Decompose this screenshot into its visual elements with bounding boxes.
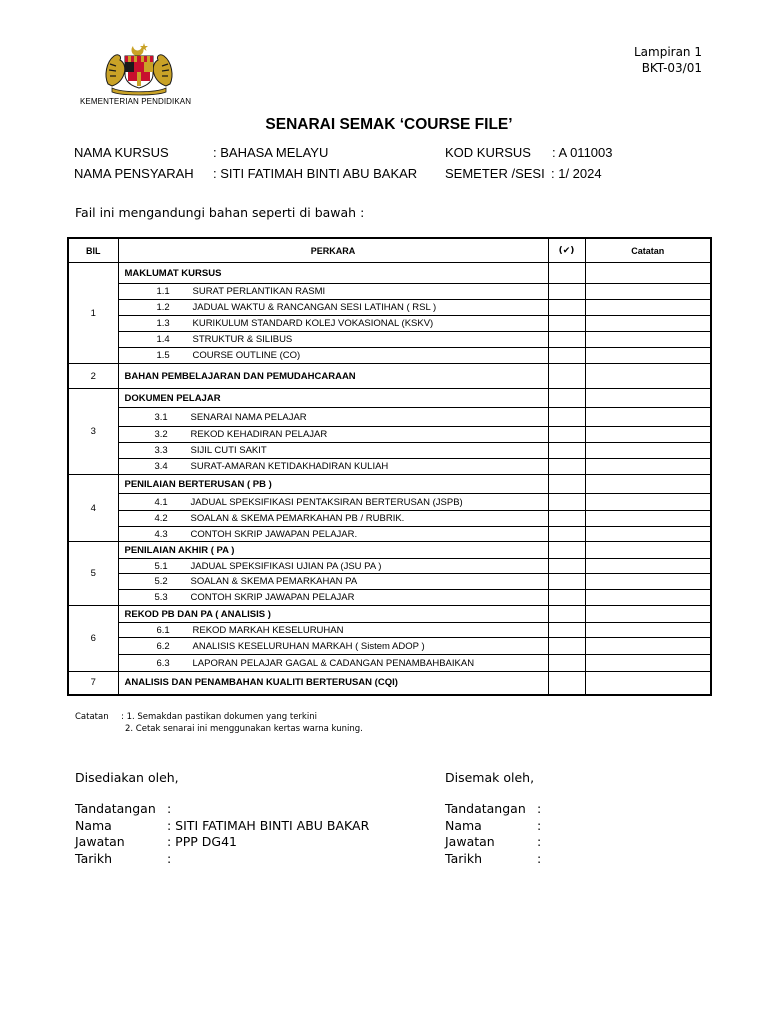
catatan-cell[interactable] (585, 348, 711, 364)
check-cell[interactable] (548, 672, 585, 695)
catatan-cell[interactable] (585, 300, 711, 316)
item-number: 5.1 (154, 560, 168, 572)
section-title: ANALISIS DAN PENAMBAHAN KUALITI BERTERUSAN (CQI) (118, 672, 548, 695)
item-number: 3.4 (154, 461, 168, 472)
section-row (68, 542, 711, 559)
checked-tandatangan-label: Tandatangan (445, 801, 526, 816)
semester-label: SEMETER /SESI (445, 166, 545, 181)
catatan-cell[interactable] (585, 443, 711, 459)
item-number: 5.2 (154, 576, 168, 587)
check-cell[interactable] (548, 348, 585, 364)
item-number: 4.2 (154, 513, 168, 524)
item-row (68, 316, 711, 332)
bil-header: BIL (68, 238, 118, 263)
prepared-by-heading: Disediakan oleh, (75, 770, 179, 785)
item-row (68, 511, 711, 527)
item-number: 4.1 (154, 496, 168, 508)
item-text: SURAT PERLANTIKAN RASMI (192, 286, 326, 297)
prepared-nama-value: : SITI FATIMAH BINTI ABU BAKAR (167, 817, 370, 833)
lecturer-label: NAMA PENSYARAH (74, 166, 194, 181)
catatan-cell[interactable] (585, 364, 711, 389)
section-title: PENILAIAN AKHIR ( PA ) (118, 542, 548, 559)
section-title: DOKUMEN PELAJAR (118, 389, 548, 408)
intro-text: Fail ini mengandungi bahan seperti di bawah : (75, 205, 365, 220)
catatan-cell[interactable] (585, 332, 711, 348)
item-text: JADUAL SPEKSIFIKASI PENTAKSIRAN BERTERUSAN (JSPB) (190, 496, 463, 508)
item-row (68, 494, 711, 511)
catatan-header: Catatan (585, 238, 711, 263)
item-cell (118, 316, 548, 332)
check-cell[interactable] (548, 559, 585, 574)
item-row (68, 527, 711, 542)
item-number: 6.1 (156, 624, 170, 636)
item-text: CONTOH SKRIP JAWAPAN PELAJAR. (190, 528, 358, 540)
bil-cell: 5 (68, 542, 118, 606)
check-cell[interactable] (548, 427, 585, 443)
item-row (68, 348, 711, 364)
item-cell (118, 494, 548, 511)
item-number: 5.3 (154, 592, 168, 603)
item-text: SOALAN & SKEMA PEMARKAHAN PA (190, 576, 358, 587)
item-cell (118, 427, 548, 443)
section-row (68, 364, 711, 389)
bil-cell: 1 (68, 263, 118, 364)
checked-tarikh-label: Tarikh (445, 850, 482, 866)
checked-tandatangan-value: : (537, 801, 542, 816)
checked-nama-label: Nama (445, 817, 482, 833)
item-row (68, 638, 711, 655)
section-title: BAHAN PEMBELAJARAN DAN PEMUDAHCARAAN (118, 364, 548, 389)
check-cell[interactable] (548, 332, 585, 348)
item-row (68, 300, 711, 316)
item-text: KURIKULUM STANDARD KOLEJ VOKASIONAL (KSKV) (192, 318, 434, 329)
item-row (68, 443, 711, 459)
check-cell[interactable] (548, 574, 585, 590)
item-number: 1.1 (156, 286, 170, 297)
note-line-2: 2. Cetak senarai ini menggunakan kertas warna kuning. (125, 724, 363, 734)
check-cell[interactable] (548, 623, 585, 638)
catatan-cell[interactable] (585, 475, 711, 494)
check-cell[interactable] (548, 655, 585, 672)
catatan-cell[interactable] (585, 263, 711, 284)
item-cell (118, 638, 548, 655)
course-code-value: : A 011003 (552, 145, 613, 160)
check-cell[interactable] (548, 527, 585, 542)
section-title: MAKLUMAT KURSUS (118, 263, 548, 284)
catatan-cell[interactable] (585, 427, 711, 443)
item-text: SENARAI NAMA PELAJAR (190, 411, 307, 423)
course-name-label: NAMA KURSUS (74, 145, 169, 160)
section-row (68, 606, 711, 623)
section-title: REKOD PB DAN PA ( ANALISIS ) (118, 606, 548, 623)
catatan-cell[interactable] (585, 408, 711, 427)
item-number: 1.3 (156, 318, 170, 329)
course-name-value: : BAHASA MELAYU (213, 145, 329, 160)
item-row (68, 623, 711, 638)
check-cell[interactable] (548, 263, 585, 284)
note-line-1: : 1. Semakdan pastikan dokumen yang terkini (121, 712, 317, 722)
bil-cell: 2 (68, 364, 118, 389)
catatan-cell[interactable] (585, 655, 711, 672)
item-cell (118, 590, 548, 606)
section-row (68, 475, 711, 494)
table-header-row (68, 238, 711, 263)
catatan-cell[interactable] (585, 638, 711, 655)
course-code-label: KOD KURSUS (445, 145, 531, 160)
item-cell (118, 623, 548, 638)
check-cell[interactable] (548, 316, 585, 332)
item-text: ANALISIS KESELURUHAN MARKAH ( Sistem ADOP ) (192, 640, 425, 652)
item-cell (118, 574, 548, 590)
check-cell[interactable] (548, 459, 585, 475)
check-cell[interactable] (548, 590, 585, 606)
catatan-cell[interactable] (585, 542, 711, 559)
item-text: JADUAL SPEKSIFIKASI UJIAN PA (JSU PA ) (190, 560, 382, 572)
item-cell (118, 655, 548, 672)
item-row (68, 559, 711, 574)
item-row (68, 574, 711, 590)
checked-by-heading: Disemak oleh, (445, 770, 535, 785)
catatan-cell[interactable] (585, 559, 711, 574)
item-cell (118, 284, 548, 300)
check-cell[interactable] (548, 638, 585, 655)
item-row (68, 284, 711, 300)
bil-cell: 3 (68, 389, 118, 475)
item-text: REKOD MARKAH KESELURUHAN (192, 624, 344, 636)
section-row (68, 672, 711, 695)
catatan-cell[interactable] (585, 494, 711, 511)
malaysia-coat-of-arms-icon (100, 40, 178, 96)
checked-jawatan-label: Jawatan (445, 834, 495, 849)
item-number: 1.5 (156, 350, 170, 361)
catatan-cell[interactable] (585, 527, 711, 542)
item-cell (118, 459, 548, 475)
item-row (68, 459, 711, 475)
check-cell[interactable] (548, 284, 585, 300)
item-text: SURAT-AMARAN KETIDAKHADIRAN KULIAH (190, 461, 389, 472)
item-text: REKOD KEHADIRAN PELAJAR (190, 429, 328, 440)
check-cell[interactable] (548, 408, 585, 427)
check-cell[interactable] (548, 475, 585, 494)
check-cell[interactable] (548, 494, 585, 511)
checked-jawatan-value: : (537, 834, 542, 849)
section-row (68, 389, 711, 408)
section-title: PENILAIAN BERTERUSAN ( PB ) (118, 475, 548, 494)
check-cell[interactable] (548, 511, 585, 527)
prepared-tandatangan-value: : (167, 801, 172, 816)
item-number: 6.3 (156, 657, 170, 669)
item-text: CONTOH SKRIP JAWAPAN PELAJAR (190, 592, 355, 603)
catatan-cell[interactable] (585, 389, 711, 408)
ministry-name: KEMENTERIAN PENDIDIKAN (80, 97, 192, 106)
item-text: LAPORAN PELAJAR GAGAL & CADANGAN PENAMBAHBAIKAN (192, 657, 475, 669)
item-number: 3.1 (154, 411, 168, 423)
prepared-jawatan-value: : PPP DG41 (167, 834, 237, 849)
checked-tarikh-value: : (537, 850, 542, 866)
prepared-tarikh-value: : (167, 850, 172, 866)
prepared-jawatan-label: Jawatan (75, 834, 125, 849)
lampiran-label: Lampiran 1 (633, 45, 702, 59)
semester-value: : 1/ 2024 (551, 166, 602, 181)
catatan-cell[interactable] (585, 672, 711, 695)
prepared-tandatangan-label: Tandatangan (75, 801, 156, 816)
prepared-tarikh-label: Tarikh (75, 850, 112, 866)
item-cell (118, 348, 548, 364)
item-cell (118, 559, 548, 574)
catatan-cell[interactable] (585, 574, 711, 590)
item-row (68, 332, 711, 348)
catatan-cell[interactable] (585, 606, 711, 623)
notes-label: Catatan (75, 712, 109, 722)
item-number: 1.4 (156, 334, 170, 345)
item-number: 3.3 (154, 445, 168, 456)
catatan-cell[interactable] (585, 316, 711, 332)
item-cell (118, 527, 548, 542)
prepared-nama-label: Nama (75, 817, 112, 833)
item-text: JADUAL WAKTU & RANCANGAN SESI LATIHAN ( RSL ) (192, 302, 437, 313)
item-number: 1.2 (156, 302, 170, 313)
check-cell[interactable] (548, 606, 585, 623)
item-text: COURSE OUTLINE (CO) (192, 350, 301, 361)
item-row (68, 655, 711, 672)
page-title: SENARAI SEMAK ‘COURSE FILE’ (265, 116, 513, 133)
catatan-cell[interactable] (585, 284, 711, 300)
item-cell (118, 332, 548, 348)
item-number: 4.3 (154, 528, 168, 540)
check-header: (✔) (548, 238, 585, 263)
bil-cell: 6 (68, 606, 118, 672)
bil-cell: 7 (68, 672, 118, 695)
item-cell (118, 443, 548, 459)
document-reference (630, 44, 702, 76)
item-text: STRUKTUR & SILIBUS (192, 334, 293, 345)
check-cell[interactable] (548, 443, 585, 459)
item-number: 6.2 (156, 640, 170, 652)
catatan-cell[interactable] (585, 623, 711, 638)
check-cell[interactable] (548, 364, 585, 389)
checked-nama-value: : (537, 817, 542, 833)
checklist-table (67, 237, 712, 696)
catatan-cell[interactable] (585, 511, 711, 527)
check-cell[interactable] (548, 389, 585, 408)
item-cell (118, 511, 548, 527)
catatan-cell[interactable] (585, 459, 711, 475)
item-text: SOALAN & SKEMA PEMARKAHAN PB / RUBRIK. (190, 513, 405, 524)
item-number: 3.2 (154, 429, 168, 440)
check-cell[interactable] (548, 542, 585, 559)
check-cell[interactable] (548, 300, 585, 316)
catatan-cell[interactable] (585, 590, 711, 606)
perkara-header: PERKARA (118, 238, 548, 263)
lecturer-value: : SITI FATIMAH BINTI ABU BAKAR (213, 166, 418, 181)
item-cell (118, 408, 548, 427)
item-text: SIJIL CUTI SAKIT (190, 445, 267, 456)
item-cell (118, 300, 548, 316)
item-row (68, 590, 711, 606)
item-row (68, 408, 711, 427)
document-code: BKT-03/01 (641, 61, 702, 75)
bil-cell: 4 (68, 475, 118, 542)
section-row (68, 263, 711, 284)
item-row (68, 427, 711, 443)
